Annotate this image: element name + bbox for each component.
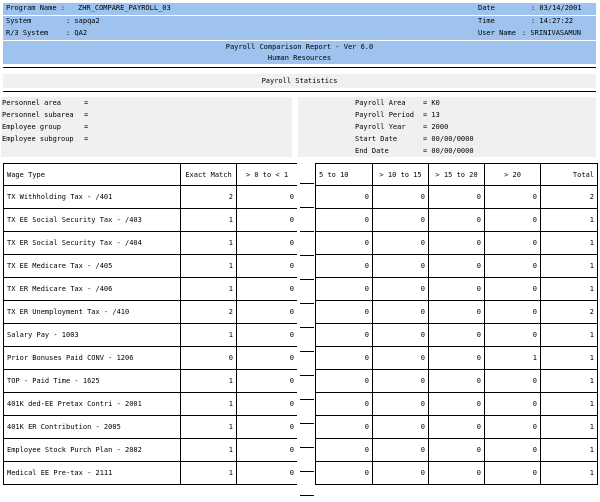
cell-gt20: 0 [485, 462, 541, 485]
separator-line [300, 447, 314, 448]
cell-total: 1 [541, 232, 598, 255]
cell-wage-type: TX ER Unemployment Tax - /410 [4, 301, 181, 324]
table-row [4, 186, 298, 209]
table-row [316, 278, 598, 301]
filter-value-employee-subgroup: = [84, 135, 89, 143]
table-row [4, 439, 298, 462]
table-row [316, 370, 598, 393]
cell-wage-type: TOP - Paid Time - 1625 [4, 370, 181, 393]
cell-10-to-15: 0 [373, 324, 429, 347]
cell-exact-match: 0 [181, 347, 237, 370]
cell-gt20: 0 [485, 278, 541, 301]
cell-wage-type: TX EE Social Security Tax - /403 [4, 209, 181, 232]
filter-label-employee-subgroup: Employee subgroup [2, 135, 74, 143]
cell-10-to-15: 0 [373, 439, 429, 462]
cell-gt0-lt1: 0 [237, 439, 298, 462]
cell-gt20: 0 [485, 393, 541, 416]
cell-wage-type: Salary Pay - 1003 [4, 324, 181, 347]
cell-10-to-15: 0 [373, 186, 429, 209]
table-row [4, 278, 298, 301]
cell-gt20: 0 [485, 301, 541, 324]
col-header-wage-type: Wage Type [4, 164, 181, 186]
header-row-program [3, 3, 596, 15]
separator-line [300, 351, 314, 352]
cell-gt0-lt1: 0 [237, 209, 298, 232]
cell-gt20: 0 [485, 439, 541, 462]
table-row [4, 370, 298, 393]
filter-label-start-date: Start Date [355, 135, 398, 143]
cell-15-to-20: 0 [429, 439, 485, 462]
cell-gt0-lt1: 0 [237, 278, 298, 301]
cell-5-to-10: 0 [316, 301, 373, 324]
cell-total: 1 [541, 370, 598, 393]
table-row [4, 255, 298, 278]
cell-5-to-10: 0 [316, 370, 373, 393]
cell-exact-match: 2 [181, 186, 237, 209]
divider-top [3, 67, 596, 68]
cell-gt20: 0 [485, 370, 541, 393]
cell-10-to-15: 0 [373, 370, 429, 393]
cell-exact-match: 1 [181, 393, 237, 416]
cell-15-to-20: 0 [429, 416, 485, 439]
col-header-15-to-20: > 15 to 20 [429, 164, 485, 186]
separator-line [300, 423, 314, 424]
header-row-r3system [3, 28, 596, 40]
filter-value-payroll-area: = K0 [423, 99, 440, 107]
cell-10-to-15: 0 [373, 278, 429, 301]
user-name-label: User Name [478, 29, 516, 37]
cell-5-to-10: 0 [316, 416, 373, 439]
cell-gt0-lt1: 0 [237, 301, 298, 324]
cell-gt20: 0 [485, 186, 541, 209]
cell-total: 1 [541, 462, 598, 485]
cell-5-to-10: 0 [316, 209, 373, 232]
separator-line [300, 231, 314, 232]
cell-wage-type: TX EE Medicare Tax - /405 [4, 255, 181, 278]
table-row [4, 301, 298, 324]
cell-5-to-10: 0 [316, 347, 373, 370]
wage-table-left [3, 163, 298, 485]
separator-line [300, 495, 314, 496]
cell-15-to-20: 0 [429, 347, 485, 370]
divider-stats [3, 91, 596, 92]
filter-value-payroll-period: = 13 [423, 111, 440, 119]
filter-label-end-date: End Date [355, 147, 389, 155]
cell-exact-match: 1 [181, 462, 237, 485]
statistics-title: Payroll Statistics [3, 74, 596, 88]
col-header-gt0-lt1: > 0 to < 1 [237, 164, 298, 186]
cell-total: 1 [541, 209, 598, 232]
separator-line [300, 255, 314, 256]
separator-line [300, 399, 314, 400]
table-row [316, 439, 598, 462]
cell-gt20: 0 [485, 416, 541, 439]
time-value: : 14:27:22 [531, 17, 574, 25]
cell-gt20: 0 [485, 209, 541, 232]
cell-10-to-15: 0 [373, 209, 429, 232]
filter-value-employee-group: = [84, 123, 89, 131]
time-label: Time [478, 17, 495, 25]
cell-wage-type: Medical EE Pre-tax - 2111 [4, 462, 181, 485]
wage-table-right [315, 163, 598, 485]
cell-exact-match: 1 [181, 370, 237, 393]
cell-exact-match: 1 [181, 278, 237, 301]
cell-15-to-20: 0 [429, 186, 485, 209]
cell-10-to-15: 0 [373, 416, 429, 439]
cell-gt0-lt1: 0 [237, 324, 298, 347]
table-row [316, 209, 598, 232]
separator-line [300, 207, 314, 208]
cell-5-to-10: 0 [316, 393, 373, 416]
filter-value-personnel-area: = [84, 99, 89, 107]
separator-line [300, 471, 314, 472]
header-row-system [3, 16, 596, 28]
cell-15-to-20: 0 [429, 301, 485, 324]
user-name-value: : SRINIVASAMUN [522, 29, 582, 37]
cell-15-to-20: 0 [429, 209, 485, 232]
cell-gt20: 0 [485, 232, 541, 255]
col-header-gt20: > 20 [485, 164, 541, 186]
cell-gt0-lt1: 0 [237, 186, 298, 209]
filter-label-personnel-subarea: Personnel subarea [2, 111, 74, 119]
filter-label-payroll-period: Payroll Period [355, 111, 415, 119]
cell-15-to-20: 0 [429, 370, 485, 393]
program-name-label: Program Name : [6, 4, 66, 12]
table-row [4, 209, 298, 232]
cell-15-to-20: 0 [429, 278, 485, 301]
cell-gt0-lt1: 0 [237, 347, 298, 370]
table-row [316, 186, 598, 209]
table-row [4, 462, 298, 485]
separator-line [300, 183, 314, 184]
filter-value-personnel-subarea: = [84, 111, 89, 119]
date-value: : 03/14/2001 [531, 4, 582, 12]
table-row [4, 232, 298, 255]
cell-gt20: 0 [485, 324, 541, 347]
cell-exact-match: 1 [181, 416, 237, 439]
cell-total: 2 [541, 186, 598, 209]
filter-value-end-date: = 00/00/0000 [423, 147, 474, 155]
separator-line [300, 375, 314, 376]
cell-10-to-15: 0 [373, 232, 429, 255]
cell-wage-type: TX ER Medicare Tax - /406 [4, 278, 181, 301]
system-value: : sapqa2 [66, 17, 100, 25]
filter-label-employee-group: Employee group [2, 123, 62, 131]
cell-15-to-20: 0 [429, 324, 485, 347]
cell-15-to-20: 0 [429, 462, 485, 485]
col-header-exact-match: Exact Match [181, 164, 237, 186]
cell-total: 1 [541, 255, 598, 278]
separator-line [300, 303, 314, 304]
cell-10-to-15: 0 [373, 393, 429, 416]
cell-gt0-lt1: 0 [237, 232, 298, 255]
cell-gt20: 1 [485, 347, 541, 370]
cell-wage-type: 401K ER Contribution - 2005 [4, 416, 181, 439]
cell-gt0-lt1: 0 [237, 255, 298, 278]
cell-10-to-15: 0 [373, 301, 429, 324]
system-label: System [6, 17, 32, 25]
cell-5-to-10: 0 [316, 324, 373, 347]
cell-5-to-10: 0 [316, 232, 373, 255]
cell-gt0-lt1: 0 [237, 370, 298, 393]
cell-total: 2 [541, 301, 598, 324]
cell-10-to-15: 0 [373, 255, 429, 278]
cell-5-to-10: 0 [316, 439, 373, 462]
cell-total: 1 [541, 439, 598, 462]
table-row [316, 393, 598, 416]
filter-label-personnel-area: Personnel area [2, 99, 62, 107]
cell-total: 1 [541, 278, 598, 301]
cell-15-to-20: 0 [429, 393, 485, 416]
cell-total: 1 [541, 347, 598, 370]
program-name-value: ZHR_COMPARE_PAYROLL_03 [78, 4, 171, 12]
cell-gt0-lt1: 0 [237, 393, 298, 416]
table-row [316, 324, 598, 347]
cell-gt0-lt1: 0 [237, 416, 298, 439]
table-row [4, 347, 298, 370]
table-row [316, 255, 598, 278]
table-row [316, 462, 598, 485]
cell-5-to-10: 0 [316, 186, 373, 209]
cell-gt20: 0 [485, 255, 541, 278]
col-header-5-to-10: 5 to 10 [316, 164, 373, 186]
cell-exact-match: 1 [181, 324, 237, 347]
cell-10-to-15: 0 [373, 462, 429, 485]
cell-exact-match: 1 [181, 209, 237, 232]
table-row [4, 393, 298, 416]
col-header-10-to-15: > 10 to 15 [373, 164, 429, 186]
cell-exact-match: 1 [181, 439, 237, 462]
filter-value-payroll-year: = 2000 [423, 123, 449, 131]
filter-label-payroll-area: Payroll Area [355, 99, 406, 107]
cell-5-to-10: 0 [316, 255, 373, 278]
table-row [316, 301, 598, 324]
cell-wage-type: Employee Stock Purch Plan - 2082 [4, 439, 181, 462]
col-header-total: Total [541, 164, 598, 186]
table-row [316, 232, 598, 255]
cell-wage-type: TX Withholding Tax - /401 [4, 186, 181, 209]
table-row [316, 347, 598, 370]
r3-system-label: R/3 System [6, 29, 49, 37]
date-label: Date [478, 4, 495, 12]
cell-exact-match: 2 [181, 301, 237, 324]
separator-line [300, 279, 314, 280]
r3-system-value: : QA2 [66, 29, 88, 37]
cell-15-to-20: 0 [429, 232, 485, 255]
cell-wage-type: Prior Bonuses Paid CONV - 1206 [4, 347, 181, 370]
cell-total: 1 [541, 416, 598, 439]
cell-total: 1 [541, 393, 598, 416]
cell-exact-match: 1 [181, 232, 237, 255]
filter-label-payroll-year: Payroll Year [355, 123, 406, 131]
table-row [4, 416, 298, 439]
cell-5-to-10: 0 [316, 278, 373, 301]
cell-wage-type: 401K ded-EE Pretax Contri - 2001 [4, 393, 181, 416]
table-row [316, 416, 598, 439]
table-row [4, 324, 298, 347]
report-title: Payroll Comparison Report - Ver 6.0 [3, 41, 596, 53]
cell-15-to-20: 0 [429, 255, 485, 278]
separator-line [300, 327, 314, 328]
cell-wage-type: TX ER Social Security Tax - /404 [4, 232, 181, 255]
cell-exact-match: 1 [181, 255, 237, 278]
cell-10-to-15: 0 [373, 347, 429, 370]
filter-value-start-date: = 00/00/0000 [423, 135, 474, 143]
cell-gt0-lt1: 0 [237, 462, 298, 485]
report-subtitle: Human Resources [3, 52, 596, 64]
cell-total: 1 [541, 324, 598, 347]
cell-5-to-10: 0 [316, 462, 373, 485]
